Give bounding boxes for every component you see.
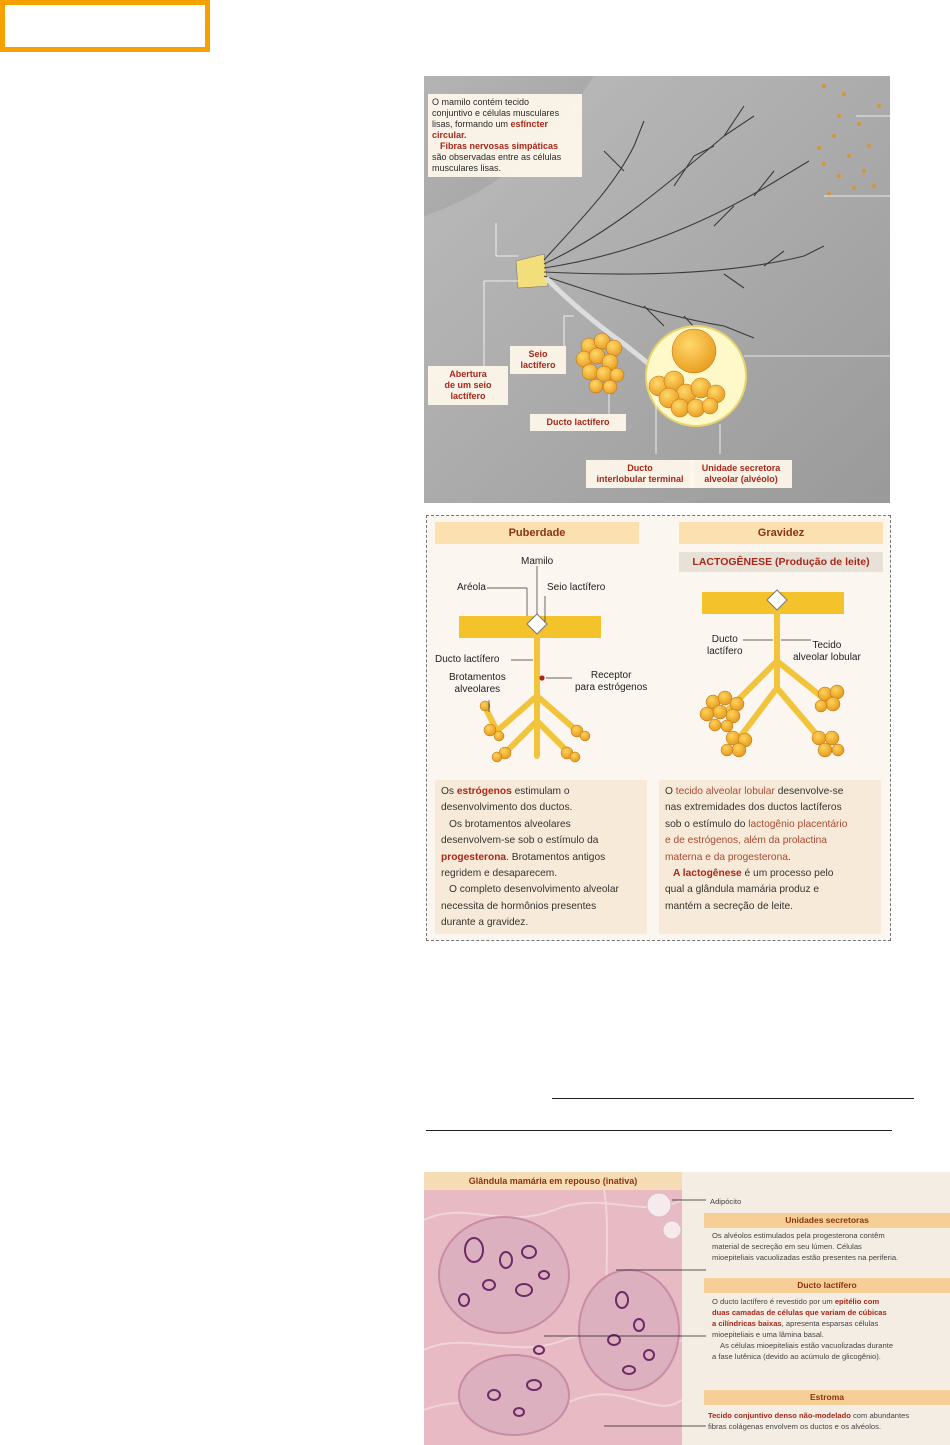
lactiferous-duct-text [712, 1296, 893, 1362]
text-line: lactífero [707, 646, 743, 657]
text-span: . [787, 851, 791, 863]
histology-micrograph [424, 1190, 682, 1445]
separator-line [426, 1130, 892, 1131]
text-line [432, 119, 578, 130]
nipple-description [428, 94, 582, 177]
label-duct: Ducto lactífero [435, 654, 500, 665]
text-line: de um seio [444, 380, 492, 390]
text-line: Abertura [449, 369, 487, 379]
highlight-term: circular. [432, 130, 467, 140]
highlight-term: lactogênio placentário [748, 818, 848, 830]
pregnancy-title: Gravidez [679, 522, 883, 544]
text-line: musculares lisas. [432, 163, 502, 173]
highlight-term: A lactogênese [673, 868, 742, 880]
highlight-term: esfíncter [510, 119, 549, 129]
label-lobular-tissue [793, 640, 861, 664]
text-line [712, 1318, 893, 1329]
micrograph-drawing [424, 1190, 682, 1445]
text-span: desenvolve-se [774, 786, 844, 797]
text-line [712, 1296, 893, 1307]
label-nipple: Mamilo [521, 556, 554, 567]
pregnancy-paragraph [659, 780, 881, 934]
text-line: Ducto [711, 634, 738, 645]
label-duct-right [707, 634, 743, 658]
text-line: mioepiteliais e uma lâmina basal. [712, 1330, 824, 1339]
text-line: necessita de hormônios presentes [441, 900, 597, 912]
text-span: O ducto lactífero é revestido por um [712, 1297, 835, 1306]
text-line: Ducto [627, 463, 653, 473]
text-line [441, 850, 641, 866]
text-line [665, 784, 875, 800]
label-sinus: Seio lactífero [547, 582, 606, 593]
text-line: lactífero [520, 360, 556, 370]
text-line: alveolar (alvéolo) [704, 474, 778, 484]
label-receptor [575, 670, 647, 694]
text-line: mioepiteliais vacuolizadas estão presentes na periferia. [712, 1253, 899, 1262]
text-line: interlobular terminal [596, 474, 684, 484]
text-line: O completo desenvolvimento alveolar [449, 884, 619, 896]
text-line: mantém a secreção de leite. [665, 900, 793, 912]
text-line: para estrógenos [575, 682, 648, 693]
text-line: Tecido [812, 640, 842, 651]
text-line: Brotamentos [449, 672, 506, 683]
highlight-term: e de estrógenos, além da prolactina [665, 835, 827, 847]
text-line: Receptor [590, 670, 632, 681]
text-span: com abundantes [850, 1411, 910, 1420]
histology-title: Glândula mamária em repouso (inativa) [424, 1172, 682, 1190]
text-line: Ducto lactífero [546, 417, 610, 427]
text-line: desenvolvimento dos ductos. [441, 802, 573, 814]
text-span: , apresenta esparsas células [781, 1319, 879, 1328]
text-line: regridem e desaparecem. [441, 868, 558, 880]
highlight-term: epitélio com [834, 1297, 880, 1306]
highlight-term: materna e da progesterona [665, 851, 788, 863]
highlight-term: tecido alveolar lobular [675, 786, 775, 797]
text-line: durante a gravidez. [441, 917, 529, 929]
separator-line [552, 1098, 914, 1099]
highlight-term: Fibras nervosas simpáticas [440, 141, 559, 151]
text-line: nas extremidades dos ductos lactíferos [665, 802, 842, 814]
label-terminal-duct [586, 460, 694, 488]
label-lactiferous-duct [530, 414, 626, 431]
text-line: alveolar lobular [793, 652, 861, 663]
label-lactiferous-sinus [510, 346, 566, 374]
text-span: Os [441, 786, 457, 797]
text-line: lactífero [450, 391, 486, 401]
label-areola: Aréola [457, 582, 486, 593]
puberty-pregnancy-figure [426, 515, 891, 941]
puberty-title: Puberdade [435, 522, 639, 544]
highlight-term: Tecido conjuntivo denso não-modelado [708, 1411, 851, 1420]
highlight-term: estrógenos [456, 786, 512, 797]
highlight-box [0, 0, 210, 52]
highlight-term: duas camadas de células que variam de cúbicas [712, 1308, 887, 1317]
text-line: O mamilo contém tecido [432, 97, 530, 107]
secretory-units-text [712, 1230, 898, 1263]
adipocyte-label: Adipócito [710, 1197, 742, 1206]
text-line: são observadas entre as células [432, 152, 562, 162]
lactiferous-duct-heading: Ducto lactífero [704, 1278, 950, 1293]
text-line [441, 784, 641, 800]
highlight-term: a cilíndricas baixas [712, 1319, 782, 1328]
text-line: material de secreção em seu lúmen. Células [712, 1242, 862, 1251]
text-span: sob o estímulo do [665, 818, 749, 830]
text-span: lisas, formando um [432, 119, 511, 129]
text-line: a fase lutênica (devido ao acúmulo de glicogênio). [712, 1352, 881, 1361]
highlight-term: progesterona [441, 851, 507, 863]
label-buds [449, 672, 506, 696]
text-line: As células mioepiteliais estão vacuolizadas durante [720, 1341, 894, 1350]
text-line: Seio [528, 349, 548, 359]
text-line: desenvolvem-se sob o estímulo da [441, 835, 599, 847]
text-line: conjuntivo e células musculares [432, 108, 560, 118]
text-span: é um processo pelo [741, 868, 834, 880]
text-line [665, 866, 875, 882]
puberty-paragraph [435, 780, 647, 934]
text-line [665, 850, 875, 866]
text-line: Os brotamentos alveolares [449, 818, 571, 830]
text-span: . Brotamentos antigos [506, 851, 606, 863]
label-sinus-opening [428, 366, 508, 405]
secretory-units-heading: Unidades secretoras [704, 1213, 950, 1228]
text-line [708, 1410, 909, 1421]
text-line: alveolares [454, 684, 501, 695]
lactogenesis-title: LACTOGÊNESE (Produção de leite) [679, 552, 883, 572]
label-secretory-unit [690, 460, 792, 488]
stroma-heading: Estroma [704, 1390, 950, 1405]
text-span: estimulam o [511, 786, 570, 797]
text-line: qual a glândula mamária produz e [665, 884, 820, 896]
text-line: Unidade secretora [701, 463, 781, 473]
breast-anatomy-figure [424, 76, 890, 503]
text-line: Os alvéolos estimulados pela progesterona contêm [712, 1231, 885, 1240]
stroma-text [708, 1410, 909, 1432]
histology-figure [424, 1172, 950, 1445]
text-line: fibras colágenas envolvem os ductos e os alvéolos. [708, 1422, 882, 1431]
text-line [665, 817, 875, 833]
text-span: O [665, 786, 676, 797]
